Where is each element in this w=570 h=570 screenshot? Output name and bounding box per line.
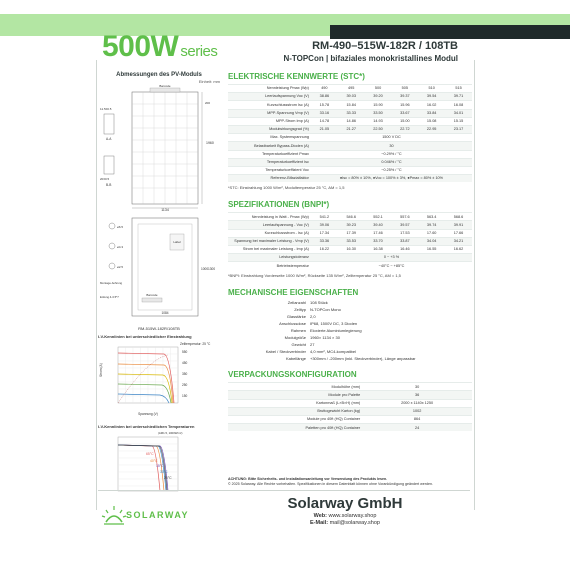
cell-value: 505 xyxy=(391,85,418,93)
mech-row xyxy=(228,320,472,327)
sun-icon xyxy=(102,506,126,524)
cell-value: 39.40 xyxy=(365,221,392,229)
dim-r2: ø4.3 xyxy=(117,245,124,249)
table-row xyxy=(228,383,472,391)
table-row xyxy=(228,85,472,93)
cell-value: 34.01 xyxy=(445,109,472,117)
pack-label: Modulhöhe (mm) xyxy=(228,383,362,391)
cell-value: −0.29% / °C xyxy=(311,150,472,158)
mech-value: Eloxierte Aluminiumlegierung xyxy=(310,327,362,333)
cell-value: 17.39 xyxy=(338,229,365,237)
cell-value: 39.03 xyxy=(338,93,365,101)
cell-value: 38.86 xyxy=(311,93,338,101)
mech-row xyxy=(228,300,472,307)
mech-row xyxy=(228,307,472,314)
pack-value: 30 xyxy=(362,383,472,391)
row-label: MPP-Spannung Vmp (V) xyxy=(228,109,311,117)
mech-row xyxy=(228,355,472,362)
dim-height: 1960 xyxy=(206,141,214,145)
web-line xyxy=(230,513,460,519)
table-row xyxy=(228,221,472,229)
mech-value: 108 Stück xyxy=(310,299,328,305)
company-block xyxy=(230,495,460,526)
row-label: Kurzschlussstrom Isc (A) xyxy=(228,101,311,109)
brand-name: SOLARWAY xyxy=(126,510,190,520)
table-row xyxy=(228,407,472,415)
table-row xyxy=(228,262,472,270)
pack-table xyxy=(228,382,472,431)
table-row xyxy=(228,117,472,125)
mech-value: 1960× 1134 × 30 xyxy=(310,334,340,340)
row-label: Modulwirkungsgrad (%) xyxy=(228,125,311,133)
cell-value: 16.02 xyxy=(418,101,445,109)
iv-y2-tick-4: 150 xyxy=(182,394,188,398)
table-row xyxy=(228,142,472,150)
cell-value: 16.08 xyxy=(445,101,472,109)
model-small: RM-515W-182R/108TB xyxy=(138,326,180,331)
cell-value: 14.93 xyxy=(365,117,392,125)
pack-label: Module pro Palette xyxy=(228,391,362,399)
table-row xyxy=(228,158,472,166)
iv-ylabel: Strom (A) xyxy=(99,363,103,377)
table-row xyxy=(228,101,472,109)
mech-key: Glasstärke xyxy=(286,313,306,319)
iv-temp-label: Zelltemperatur: 25 °C xyxy=(180,342,211,346)
cell-value: 546.6 xyxy=(338,213,365,221)
rear-barcode xyxy=(142,298,162,302)
cell-value: 16.30 xyxy=(338,246,365,254)
mech-key: Zellanzahl xyxy=(287,299,306,305)
cell-value: 21.05 xyxy=(311,125,338,133)
cell-value: 495 xyxy=(338,85,365,93)
cell-value: 1500 V DC xyxy=(311,134,472,142)
cell-value: 33.16 xyxy=(311,109,338,117)
cell-value: 563.4 xyxy=(418,213,445,221)
cell-value: 16.22 xyxy=(311,246,338,254)
row-label: Nennleistung in Watt - Pmax (Wp) xyxy=(228,213,311,221)
model-subtitle: N-TOPCon | bifaziales monokristallines Modul xyxy=(283,54,458,63)
cell-value: 0.046% / °C xyxy=(311,158,472,166)
dim-h2: 1000 xyxy=(201,267,209,271)
mech-value: N-TOPCon Mono xyxy=(310,306,341,312)
rear-barcode-label: Barcode xyxy=(146,293,158,297)
mech-table xyxy=(228,300,472,363)
iv-xlabel: Spannung (V) xyxy=(138,412,158,416)
cell-value: 39.20 xyxy=(365,93,392,101)
cell-value: 33.70 xyxy=(365,237,392,245)
power-value: 500W xyxy=(102,30,179,63)
row-label: Temperaturkoeffizient Pmax xyxy=(228,150,311,158)
mech-value: 27 xyxy=(310,341,315,347)
dim-width: 1134 xyxy=(161,208,169,212)
cell-value: 39.91 xyxy=(445,221,472,229)
bnpi-title: SPEZIFIKATIONEN (BNPI*) xyxy=(228,200,330,210)
mail-label: E-Mail: xyxy=(310,520,329,526)
table-row xyxy=(228,175,472,183)
cell-value: 39.37 xyxy=(391,93,418,101)
mech-row xyxy=(228,348,472,355)
cell-value: 16.38 xyxy=(365,246,392,254)
module-drawing xyxy=(98,84,220,319)
cell-value: 39.54 xyxy=(418,93,445,101)
cell-value: 15.00 xyxy=(391,117,418,125)
mech-title: MECHANISCHE EIGENSCHAFTEN xyxy=(228,287,359,297)
dim-d1: 11.5±0.5 xyxy=(100,107,112,111)
cell-value: 33.84 xyxy=(418,109,445,117)
iv-y2-tick-1: 450 xyxy=(182,361,188,365)
row-label: Temperaturkoeffizient Voc xyxy=(228,166,311,174)
mount-hole-label: Montage-bohrung xyxy=(100,281,123,285)
pack-label: Module pro 40ft (HQ) Container xyxy=(228,416,362,424)
cell-value: 30 xyxy=(311,142,472,150)
dim-d3: 20±0.5 xyxy=(100,177,110,181)
mail-line xyxy=(230,520,460,526)
dimensions-title: Abmessungen des PV-Moduls xyxy=(116,72,202,78)
iv2-label-30: 30°C xyxy=(160,470,168,474)
label-bb: B-B xyxy=(106,183,112,187)
ground-label: Erdung 4-3.5*7 xyxy=(100,295,119,299)
iv-y2-tick-0: 550 xyxy=(182,350,188,354)
table-row xyxy=(228,93,472,101)
cell-value: 39.57 xyxy=(391,221,418,229)
row-label: MPP-Strom Imp (A) xyxy=(228,117,311,125)
bnpi-table xyxy=(228,212,472,269)
table-row xyxy=(228,246,472,254)
table-row xyxy=(228,150,472,158)
header-dark-band xyxy=(330,25,570,39)
cell-value: 33.33 xyxy=(338,109,365,117)
cell-value: ●Isc = 80% ± 10%, ●Voc = 100% ± 3%, ●Pmax = 80% ± 10% xyxy=(311,175,472,183)
table-row xyxy=(228,134,472,142)
cell-value: −40°C ~ +85°C xyxy=(311,262,472,270)
table-row xyxy=(228,213,472,221)
iv-y2-tick-2: 350 xyxy=(182,372,188,376)
table-row xyxy=(228,424,472,432)
iv-irradiance-chart xyxy=(98,339,220,419)
dim-r3: ø2.5 xyxy=(117,265,124,269)
warning-small: © 2025 Solarway. Alle Rechte vorbehalten. Spezifikationen in diesem Datenblatt können ohne Vorankündigung geändert werden. xyxy=(228,481,433,486)
dim-top: 200 xyxy=(205,101,211,105)
cell-value: 22.50 xyxy=(365,125,392,133)
cell-value: 33.36 xyxy=(311,237,338,245)
mech-row xyxy=(228,314,472,321)
cell-value: 15.08 xyxy=(418,117,445,125)
mech-key: Zelltyp xyxy=(294,306,306,312)
dim-h3: 1300 xyxy=(208,267,216,271)
mech-key: Kabellänge xyxy=(285,355,306,361)
right-divider xyxy=(474,60,475,510)
iv-curve-600 xyxy=(118,374,172,403)
pack-label: Bruttogewicht Karton (kg) xyxy=(228,407,362,415)
barcode-label: Barcode xyxy=(159,84,171,88)
cell-value: 557.6 xyxy=(391,213,418,221)
label-aa: A-A xyxy=(106,137,112,141)
cell-value: 515 xyxy=(445,85,472,93)
model-name: RM-490–515W-182R / 108TB xyxy=(312,40,458,52)
row-label: Spannung bei maximaler Leistung - Vmp (V) xyxy=(228,237,311,245)
cell-value: 0 ~ +3 % xyxy=(311,254,472,262)
cell-value: 34.21 xyxy=(445,237,472,245)
cell-value: 15.78 xyxy=(311,101,338,109)
table-row xyxy=(228,125,472,133)
table-row xyxy=(228,109,472,117)
pack-label: Paletten pro 40ft (HQ) Container xyxy=(228,424,362,432)
cell-value: 16.55 xyxy=(418,246,445,254)
mech-row xyxy=(228,327,472,334)
section-bb xyxy=(100,156,114,187)
mech-key: Kabel / Steckverbinder xyxy=(265,348,306,354)
pack-label: Kartonmaß (L×B×H) (mm) xyxy=(228,399,362,407)
cell-value: 39.06 xyxy=(311,221,338,229)
table-row xyxy=(228,166,472,174)
pack-value: 36 xyxy=(362,391,472,399)
hole-detail-3 xyxy=(109,263,115,269)
table-row xyxy=(228,391,472,399)
row-label: Kurzschlussstrom - Isc (A) xyxy=(228,229,311,237)
cell-value: 17.60 xyxy=(418,229,445,237)
hole-detail-2 xyxy=(109,243,115,249)
cell-value: 16.62 xyxy=(445,246,472,254)
pack-title: VERPACKUNGSKONFIGURATION xyxy=(228,370,357,380)
cell-value: 22.72 xyxy=(391,125,418,133)
web-label: Web: xyxy=(313,513,327,519)
elec-note: *STC: Einstrahlung 1000 W/m², Modultemperatur 25 °C, AM = 1,5 xyxy=(228,185,345,191)
mech-key: Anschlussdose xyxy=(279,320,306,326)
row-label: Leerlaufspannung Voc (V) xyxy=(228,93,311,101)
section-aa xyxy=(100,107,114,141)
mech-row xyxy=(228,334,472,341)
model-block xyxy=(283,40,458,63)
cell-value: 14.78 xyxy=(311,117,338,125)
cell-value: 33.50 xyxy=(365,109,392,117)
web-link[interactable]: www.solarway.shop xyxy=(328,513,377,519)
row-label: Referenz-Bifazialfaktor xyxy=(228,175,311,183)
cell-value: 33.53 xyxy=(338,237,365,245)
cell-value: 39.74 xyxy=(418,221,445,229)
mech-value: IP68, 1500V DC, 3 Dioden xyxy=(310,320,358,326)
pack-value: 864 xyxy=(362,416,472,424)
table-row xyxy=(228,254,472,262)
row-label: Leerlaufspannung - Voc (V) xyxy=(228,221,311,229)
iv2-label-65: 65°C xyxy=(146,452,154,456)
cell-value: 17.53 xyxy=(391,229,418,237)
table-row xyxy=(228,237,472,245)
row-label: Nennleistung Pmax (Wp) xyxy=(228,85,311,93)
table-row xyxy=(228,416,472,424)
cell-value: 15.90 xyxy=(365,101,392,109)
cell-value: 552.1 xyxy=(365,213,392,221)
cell-value: 510 xyxy=(418,85,445,93)
left-column xyxy=(98,72,220,504)
cell-value: 15.15 xyxy=(445,117,472,125)
dim-inner: 1084 xyxy=(161,311,169,315)
cell-value: 15.84 xyxy=(338,101,365,109)
mech-key: Modulgröße xyxy=(284,334,306,340)
pack-value: 24 xyxy=(362,424,472,432)
row-label: Strom bei maximaler Leistung - Imp (A) xyxy=(228,246,311,254)
mech-value: +300mm / -200mm (inkl. Steckverbinder), Länge anpassbar xyxy=(310,355,416,361)
iv2-chart-title: I-V-Kennlinien bei unterschiedlichen Temperaturen xyxy=(98,424,195,429)
bnpi-note: *BNPI: Einstrahlung Vorderseite 1000 W/m², Rückseite 135 W/m², Zelltemperatur 25 °C, AM = 1,5 xyxy=(228,272,401,278)
cell-value: 17.34 xyxy=(311,229,338,237)
cell-value: 14.86 xyxy=(338,117,365,125)
cell-value: −0.25% / °C xyxy=(311,166,472,174)
cell-value: 541.2 xyxy=(311,213,338,221)
company-name: Solarway GmbH xyxy=(287,495,403,512)
iv-curve-200 xyxy=(118,394,169,403)
elec-title: ELEKTRISCHE KENNWERTE (STC*) xyxy=(228,72,365,81)
iv-y2-tick-3: 250 xyxy=(182,383,188,387)
row-label: Betriebstemperatur xyxy=(228,262,311,270)
footer-divider xyxy=(98,490,470,491)
cell-value: 22.95 xyxy=(418,125,445,133)
pack-value: 2000 x 1140x 1250 xyxy=(362,399,472,407)
left-divider xyxy=(96,60,97,510)
cell-value: 39.71 xyxy=(445,93,472,101)
iv-chart-title: I-V-Kennlinien bei unterschiedlicher Einstrahlung xyxy=(98,334,192,339)
power-title xyxy=(102,30,217,64)
iv2-label-15: 15°C xyxy=(156,464,164,468)
iv-curve-1000 xyxy=(118,353,174,403)
dimensions-unit: Einheit: mm xyxy=(198,79,220,84)
row-label: Max. Systemspannung xyxy=(228,134,311,142)
warning-text xyxy=(228,477,478,486)
cell-value: 490 xyxy=(311,85,338,93)
iv2-sub: (AM1.5, 1000W/m²) xyxy=(158,431,183,435)
iv-temperature-chart xyxy=(98,429,220,499)
cell-value: 17.46 xyxy=(365,229,392,237)
table-row xyxy=(228,399,472,407)
pack-value: 1002 xyxy=(362,407,472,415)
mech-key: Gewicht xyxy=(291,341,306,347)
mech-key: Rahmen xyxy=(290,327,306,333)
mech-row xyxy=(228,341,472,348)
label-text: Label xyxy=(173,240,181,244)
cell-value: 15.96 xyxy=(391,101,418,109)
mech-value: 2,0 xyxy=(310,313,316,319)
row-label: Leistungstoleranz xyxy=(228,254,311,262)
iv2-label-25: 25°C xyxy=(164,476,172,480)
cell-value: 17.66 xyxy=(445,229,472,237)
cell-value: 34.04 xyxy=(418,237,445,245)
row-label: Belastbarkeit Bypass-Dioden (A) xyxy=(228,142,311,150)
series-label: series xyxy=(180,43,218,60)
cell-value: 568.6 xyxy=(445,213,472,221)
mech-value: 4,0 mm², MC4-kompatibel xyxy=(310,348,357,354)
warning-bold: ACHTUNG: Bitte Sicherheits- und Installationsanleitung vor Verwendung des Produkts lesen. xyxy=(228,477,388,481)
elec-table xyxy=(228,84,472,182)
dim-r1: ø6.5 xyxy=(117,225,124,229)
right-column xyxy=(228,72,472,431)
iv2-curve-65 xyxy=(118,445,160,491)
cell-value: 500 xyxy=(365,85,392,93)
iv2-label-40: 40°C xyxy=(150,459,158,463)
cell-value: 33.87 xyxy=(391,237,418,245)
cell-value: 21.27 xyxy=(338,125,365,133)
cell-value: 33.67 xyxy=(391,109,418,117)
cell-value: 39.23 xyxy=(338,221,365,229)
row-label: Temperaturkoeffizient Isc xyxy=(228,158,311,166)
table-row xyxy=(228,229,472,237)
barcode-box xyxy=(150,88,180,92)
cell-value: 16.46 xyxy=(391,246,418,254)
cell-value: 23.17 xyxy=(445,125,472,133)
hole-detail-1 xyxy=(109,223,115,229)
iv2-curve-40 xyxy=(118,445,164,491)
mail-link[interactable]: mail@solarway.shop xyxy=(329,520,380,526)
